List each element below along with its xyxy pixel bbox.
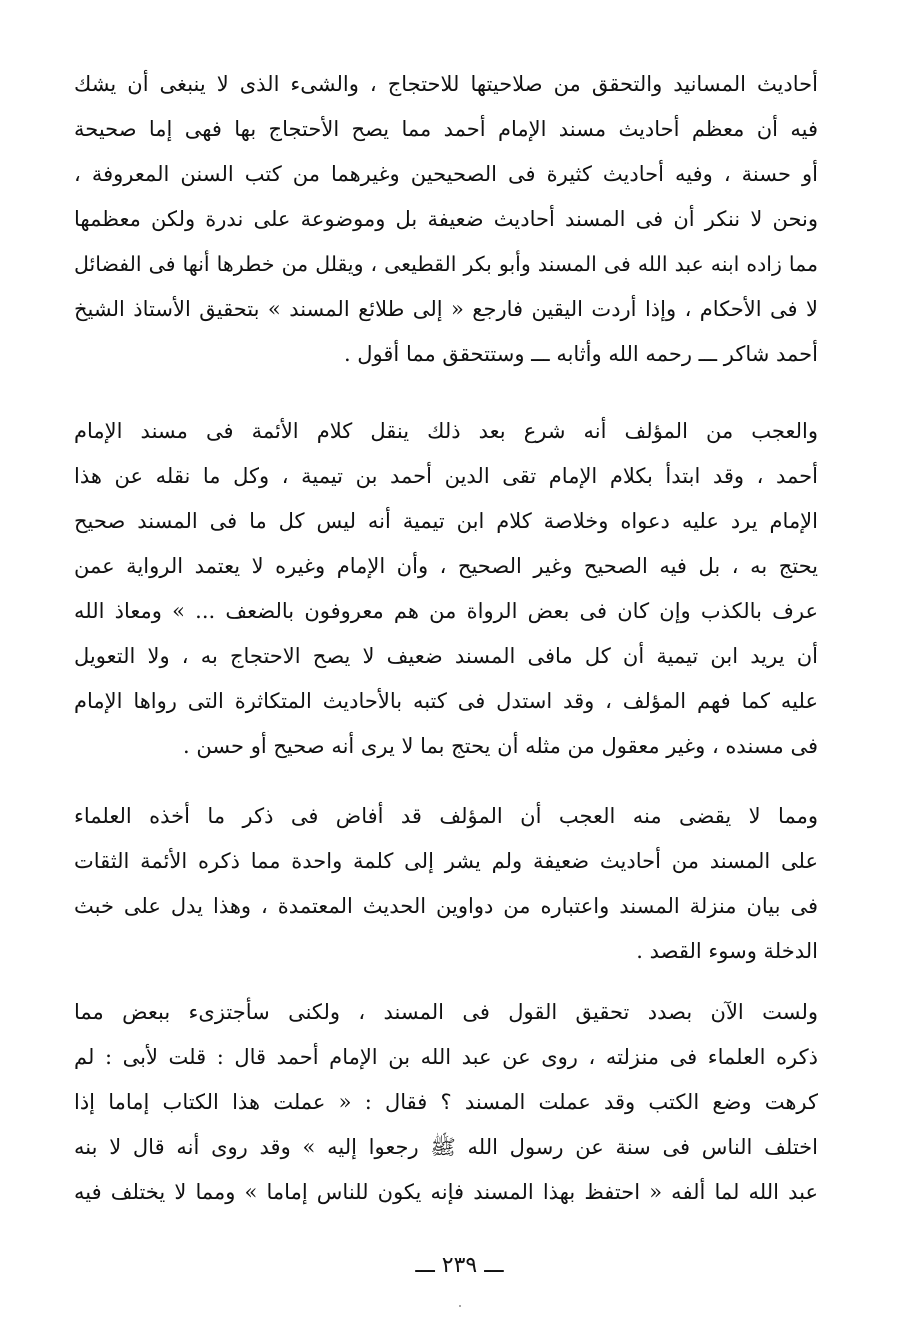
page-number: ـــ ٢٣٩ ـــ xyxy=(415,1253,504,1278)
paragraph-1 xyxy=(74,62,818,377)
paragraph-2 xyxy=(74,409,818,769)
text-line: ونحن لا ننكر أن فى المسند أحاديث ضعيفة بل وموضوعة على ندرة ولكن معظمها xyxy=(74,207,818,231)
text-line: فى بيان منزلة المسند واعتباره من دواوين الحديث المعتمدة ، وهذا يدل على خبث xyxy=(74,894,818,918)
text-line: فى مسنده ، وغير معقول من مثله أن يحتج بما لا يرى أنه صحيح أو حسن . xyxy=(182,734,818,758)
text-line: والعجب من المؤلف أنه شرع بعد ذلك ينقل كلام الأئمة فى مسند الإمام xyxy=(74,419,818,443)
text-line: فيه أن معظم أحاديث مسند الإمام أحمد مما يصح الأحتجاج بها فهى إما صحيحة xyxy=(74,117,818,141)
text-line: على المسند من أحاديث ضعيفة ولم يشر إلى كلمة واحدة مما ذكره الأئمة الثقات xyxy=(74,849,818,873)
paragraph-4 xyxy=(74,990,818,1215)
paragraph-3 xyxy=(74,794,818,974)
text-line: أحمد ، وقد ابتدأ بكلام الإمام تقى الدين أحمد بن تيمية ، وكل ما نقله عن هذا xyxy=(74,464,818,488)
text-line: أو حسنة ، وفيه أحاديث كثيرة فى الصحيحين وغيرهما من كتب السنن المعروفة ، xyxy=(74,162,818,186)
text-line: عرف بالكذب وإن كان فى بعض الرواة من هم معروفون بالضعف ... » ومعاذ الله xyxy=(74,599,818,623)
text-line: ذكره العلماء فى منزلته ، روى عن عبد الله بن الإمام أحمد قال : قلت لأبى : لم xyxy=(74,1045,818,1069)
text-line: كرهت وضع الكتب وقد عملت المسند ؟ فقال : « عملت هذا الكتاب إماما إذا xyxy=(74,1090,818,1114)
text-line: الدخلة وسوء القصد . xyxy=(636,939,818,963)
text-line: يحتج به ، بل فيه الصحيح وغير الصحيح ، وأن الإمام وغيره لا يعتمد الرواية عمن xyxy=(74,554,818,578)
text-line: مما زاده ابنه عبد الله فى المسند وأبو بكر القطيعى ، ويقلل من خطرها أنها فى الفضائل xyxy=(74,252,818,276)
text-line: ومما لا يقضى منه العجب أن المؤلف قد أفاض فى ذكر ما أخذه العلماء xyxy=(74,804,818,828)
scan-speck xyxy=(459,1305,461,1307)
text-line: عليه كما فهم المؤلف ، وقد استدل فى كتبه بالأحاديث المتكاثرة التى رواها الإمام xyxy=(74,689,818,713)
text-line: لا فى الأحكام ، وإذا أردت اليقين فارجع « إلى طلائع المسند » بتحقيق الأستاذ الشيخ xyxy=(74,297,818,321)
text-line: الإمام يرد عليه دعواه وخلاصة كلام ابن تيمية أنه ليس كل ما فى المسند صحيح xyxy=(74,509,818,533)
text-line: اختلف الناس فى سنة عن رسول الله ﷺ رجعوا إليه » وقد روى أنه قال لا بنه xyxy=(74,1135,818,1159)
text-line: أحاديث المسانيد والتحقق من صلاحيتها للاحتجاج ، والشىء الذى لا ينبغى أن يشك xyxy=(74,72,818,96)
text-line: عبد الله لما ألفه « احتفظ بهذا المسند فإنه يكون للناس إماما » ومما لا يختلف فيه xyxy=(74,1180,818,1204)
text-line: أحمد شاكر ـــ رحمه الله وأثابه ـــ وستتحقق مما أقول . xyxy=(343,342,818,366)
text-line: ولست الآن بصدد تحقيق القول فى المسند ، ولكنى سأجتزىء ببعض مما xyxy=(74,1000,818,1024)
text-line: أن يريد ابن تيمية أن كل مافى المسند ضعيف لا يصح الاحتجاج به ، ولا التعويل xyxy=(74,644,818,668)
